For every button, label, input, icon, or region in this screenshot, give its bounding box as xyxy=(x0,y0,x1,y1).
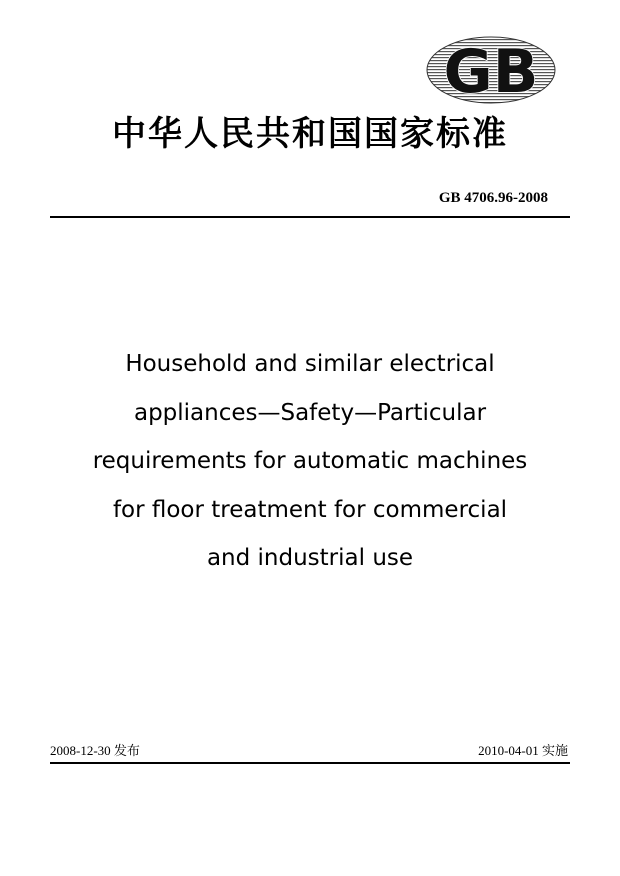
header-divider xyxy=(50,216,570,218)
document-title xyxy=(40,340,580,583)
issue-date-label: 发布 xyxy=(113,744,140,759)
implementation-date-value: 2010-04-01 xyxy=(478,743,539,758)
issue-date xyxy=(50,743,140,760)
footer-divider xyxy=(50,762,570,764)
title-line: Household and similar electrical xyxy=(125,351,495,377)
gb-logo xyxy=(426,36,556,104)
issue-date-value: 2008-12-30 xyxy=(50,743,111,758)
implementation-date xyxy=(478,743,568,760)
standard-number: GB 4706.96-2008 xyxy=(438,190,548,206)
title-line: for floor treatment for commercial xyxy=(112,496,508,523)
title-line: requirements for automatic machines xyxy=(92,448,528,474)
national-standard-heading: 中华人民共和国国家标准 xyxy=(112,114,508,154)
implementation-date-label: 实施 xyxy=(541,744,568,759)
title-line: appliances—Safety—Particular xyxy=(133,399,487,426)
title-line: and industrial use xyxy=(206,545,414,571)
svg-text:GB: GB xyxy=(443,37,539,104)
